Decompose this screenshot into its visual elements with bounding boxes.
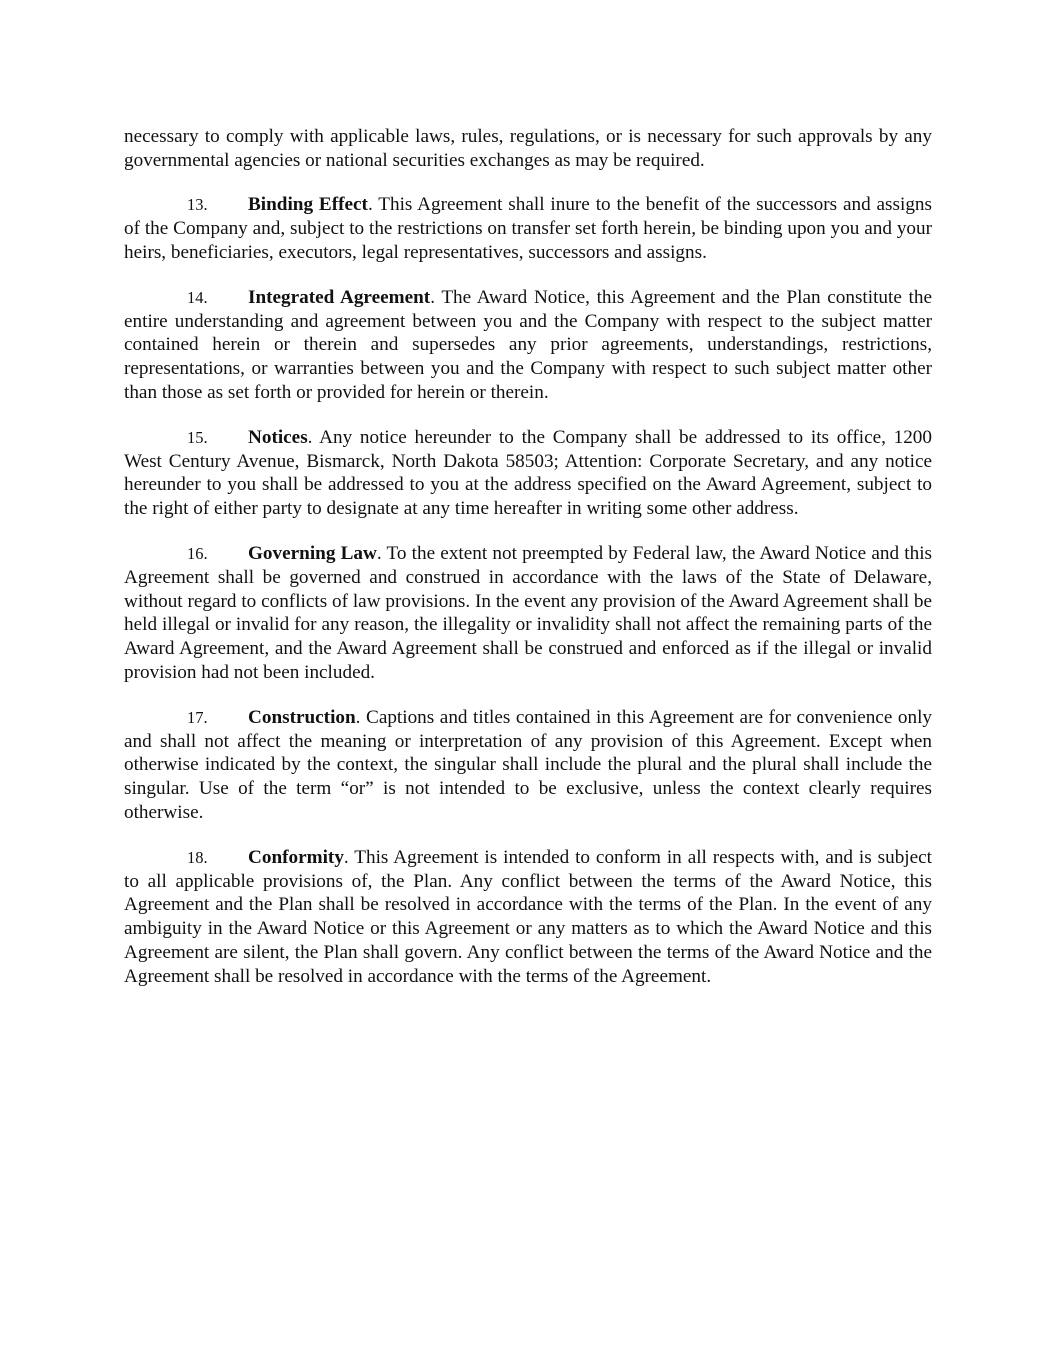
section-13 [124,193,932,264]
section-heading: Notices [248,427,308,449]
section-heading: Conformity [248,847,344,869]
section-body: . The Award Notice, this Agreement and the Plan constitute the entire understanding and agreement between you and the Company with respect to the subject matter contained herein or therein and supersedes any prior agreements, understandings, restrictions, representations, or warranties between you and the Company with respect to such subject matter other than those as set forth or provided for herein or therein. [124,287,932,403]
section-14 [124,286,932,405]
section-16 [124,542,932,684]
section-15 [124,426,932,521]
section-body: . Any notice hereunder to the Company shall be addressed to its office, 1200 West Century Avenue, Bismarck, North Dakota 58503; Attention: Corporate Secretary, and any notice hereunder to you shall be addressed to you at the address specified on the Award Agreement, subject to the right of either party to designate at any time hereafter in writing some other address. [124,427,932,520]
document-page [124,125,932,1010]
section-18 [124,846,932,988]
section-number: 18. [187,848,208,868]
section-body: . This Agreement shall inure to the benefit of the successors and assigns of the Company and, subject to the restrictions on transfer set forth herein, be binding upon you and your heirs, beneficiaries, executors, legal representatives, successors and assigns. [124,194,932,263]
section-heading: Governing Law [248,543,377,565]
section-heading: Integrated Agreement [248,287,431,309]
section-number: 14. [187,288,208,308]
section-heading: Construction [248,707,356,729]
section-number: 17. [187,708,208,728]
continuation-paragraph: necessary to comply with applicable laws, rules, regulations, or is necessary for such approvals by any governmental agencies or national securities exchanges as may be required. [124,126,932,171]
section-number: 15. [187,428,208,448]
section-17 [124,706,932,825]
section-heading: Binding Effect [248,194,368,216]
section-number: 16. [187,544,208,564]
section-body: . This Agreement is intended to conform in all respects with, and is subject to all applicable provisions of, the Plan. Any conflict between the terms of the Award Notice, this Agreement and the Plan shall be resolved in accordance with the terms of the Plan. In the event of any ambiguity in the Award Notice or this Agreement or any matters as to which the Award Notice and this Agreement are silent, the Plan shall govern. Any conflict between the terms of the Award Notice and the Agreement shall be resolved in accordance with the terms of the Agreement. [124,847,932,987]
section-body: . Captions and titles contained in this Agreement are for convenience only and shall not affect the meaning or interpretation of any provision of this Agreement. Except when otherwise indicated by the context, the singular shall include the plural and the plural shall include the singular. Use of the term “or” is not intended to be exclusive, unless the context clearly requires otherwise. [124,707,932,823]
section-body: . To the extent not preempted by Federal law, the Award Notice and this Agreement shall be governed and construed in accordance with the laws of the State of Delaware, without regard to conflicts of law provisions. In the event any provision of the Award Agreement shall be held illegal or invalid for any reason, the illegality or invalidity shall not affect the remaining parts of the Award Agreement, and the Award Agreement shall be construed and enforced as if the illegal or invalid provision had not been included. [124,543,932,683]
section-number: 13. [187,195,208,215]
